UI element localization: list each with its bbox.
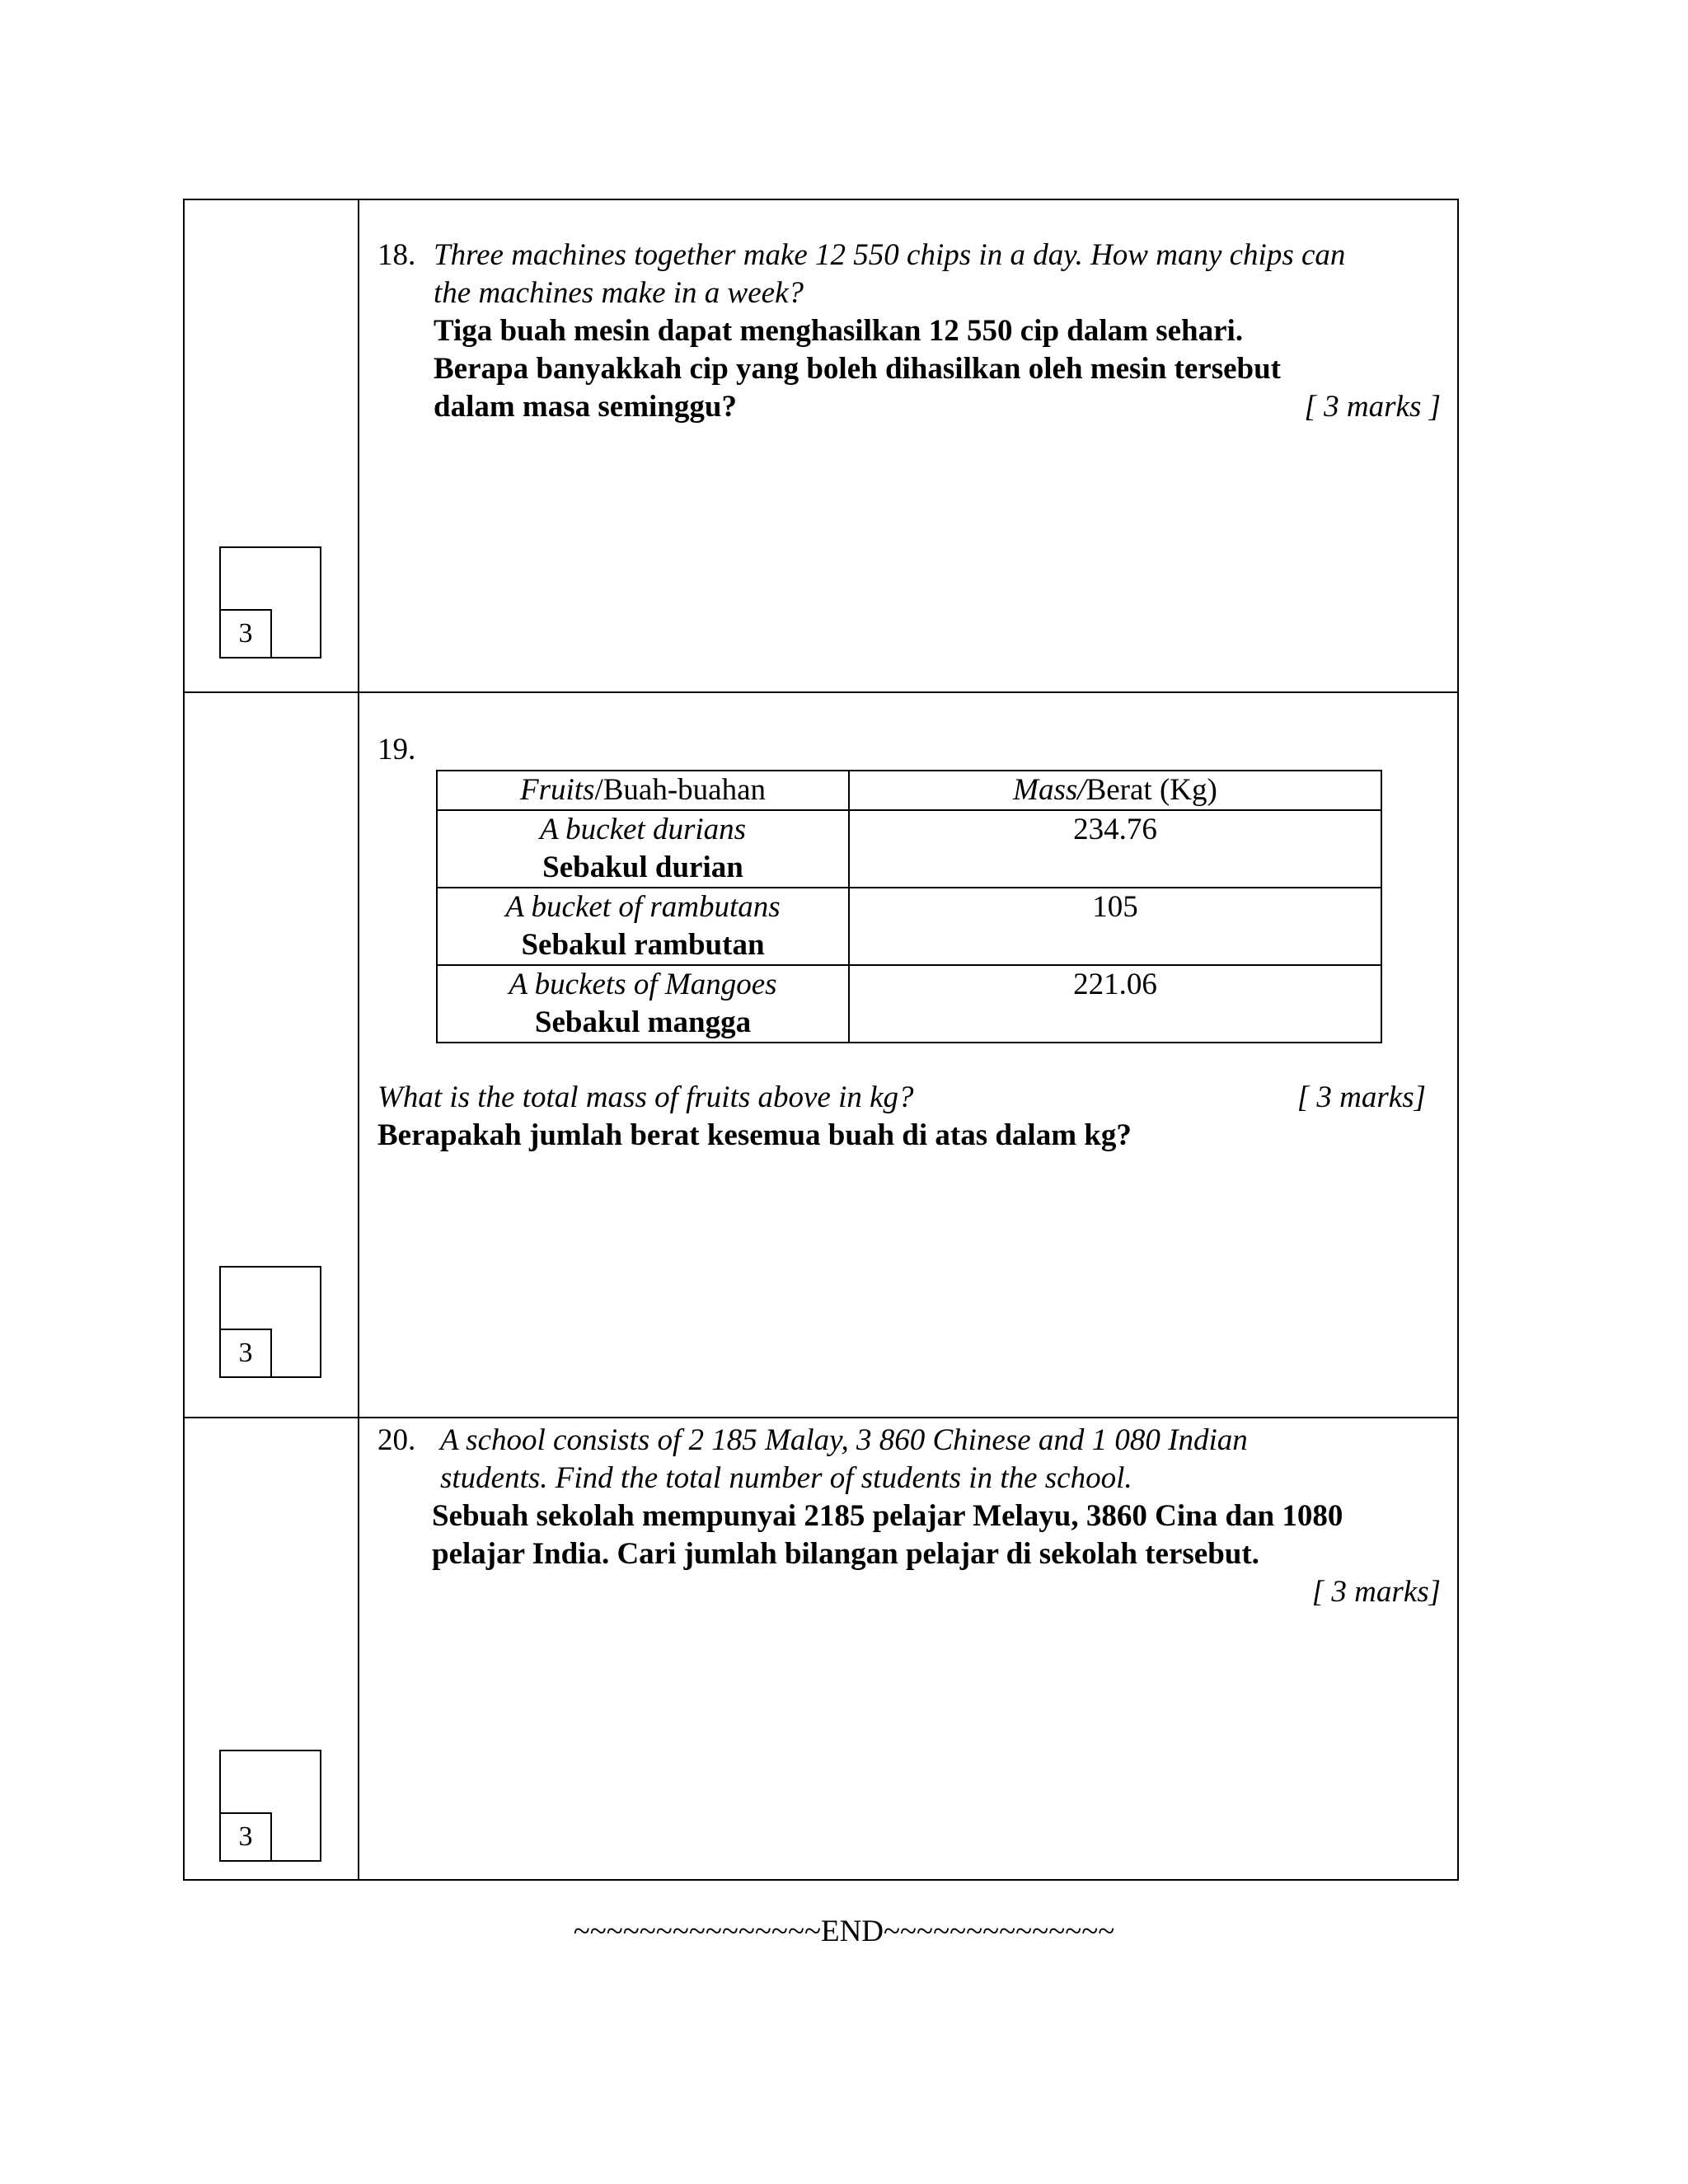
question-english: What is the total mass of fruits above in kg?: [377, 1080, 914, 1114]
question-18-content: [359, 200, 1457, 691]
table-header-row: [437, 771, 1381, 810]
question-english-line-2: students. Find the total number of students in the school.: [440, 1461, 1132, 1495]
question-malay-line-3: dalam masa seminggu?: [434, 390, 737, 424]
question-malay-line-2: Berapa banyakkah cip yang boleh dihasilkan oleh mesin tersebut: [434, 352, 1281, 386]
question-20-content: [359, 1418, 1457, 1879]
max-marks-label: 3: [219, 1329, 272, 1378]
mass-column-header: Mass/Berat (Kg): [849, 771, 1381, 810]
marks-label: [ 3 marks ]: [1304, 390, 1441, 424]
question-number: 18.: [377, 238, 416, 272]
score-box: [219, 1266, 321, 1378]
question-malay: Berapakah jumlah berat kesemua buah di atas dalam kg?: [377, 1118, 1132, 1152]
mark-column: [185, 200, 359, 691]
question-number: 19.: [377, 733, 416, 766]
question-20-row: [183, 1418, 1459, 1881]
marks-label: [ 3 marks]: [1296, 1080, 1426, 1114]
mark-column: [185, 1418, 359, 1879]
question-english-line-2: the machines make in a week?: [434, 276, 804, 310]
question-18-row: [183, 199, 1459, 693]
question-19-row: [183, 693, 1459, 1418]
mark-column: [185, 693, 359, 1417]
fruit-mass-table: [436, 770, 1382, 1043]
table-row: [437, 888, 1381, 965]
question-english-line-1: A school consists of 2 185 Malay, 3 860 Chinese and 1 080 Indian: [440, 1423, 1248, 1457]
question-malay-line-2: pelajar India. Cari jumlah bilangan pelajar di sekolah tersebut.: [432, 1537, 1259, 1571]
question-malay-line-1: Tiga buah mesin dapat menghasilkan 12 550 cip dalam sehari.: [434, 314, 1244, 348]
max-marks-label: 3: [219, 1812, 272, 1862]
mass-cell: 221.06: [849, 965, 1381, 1043]
question-number: 20.: [377, 1423, 416, 1457]
question-malay-line-1: Sebuah sekolah mempunyai 2185 pelajar Melayu, 3860 Cina dan 1080: [432, 1499, 1343, 1533]
question-sheet: [183, 199, 1459, 1881]
fruit-cell: A buckets of Mangoes Sebakul mangga: [437, 965, 849, 1043]
table-row: [437, 810, 1381, 888]
max-marks-label: 3: [219, 609, 272, 658]
score-box: [219, 546, 321, 658]
score-box: [219, 1750, 321, 1862]
marks-label: [ 3 marks]: [1311, 1575, 1441, 1609]
fruits-column-header: Fruits/Buah-buahan: [437, 771, 849, 810]
end-marker: ~~~~~~~~~~~~~~~END~~~~~~~~~~~~~~: [573, 1915, 1115, 1948]
question-19-content: [359, 693, 1457, 1417]
table-row: [437, 965, 1381, 1043]
mass-cell: 234.76: [849, 810, 1381, 888]
fruit-cell: A bucket of rambutans Sebakul rambutan: [437, 888, 849, 965]
fruit-cell: A bucket durians Sebakul durian: [437, 810, 849, 888]
question-english-line-1: Three machines together make 12 550 chips in a day. How many chips can: [434, 238, 1346, 272]
mass-cell: 105: [849, 888, 1381, 965]
